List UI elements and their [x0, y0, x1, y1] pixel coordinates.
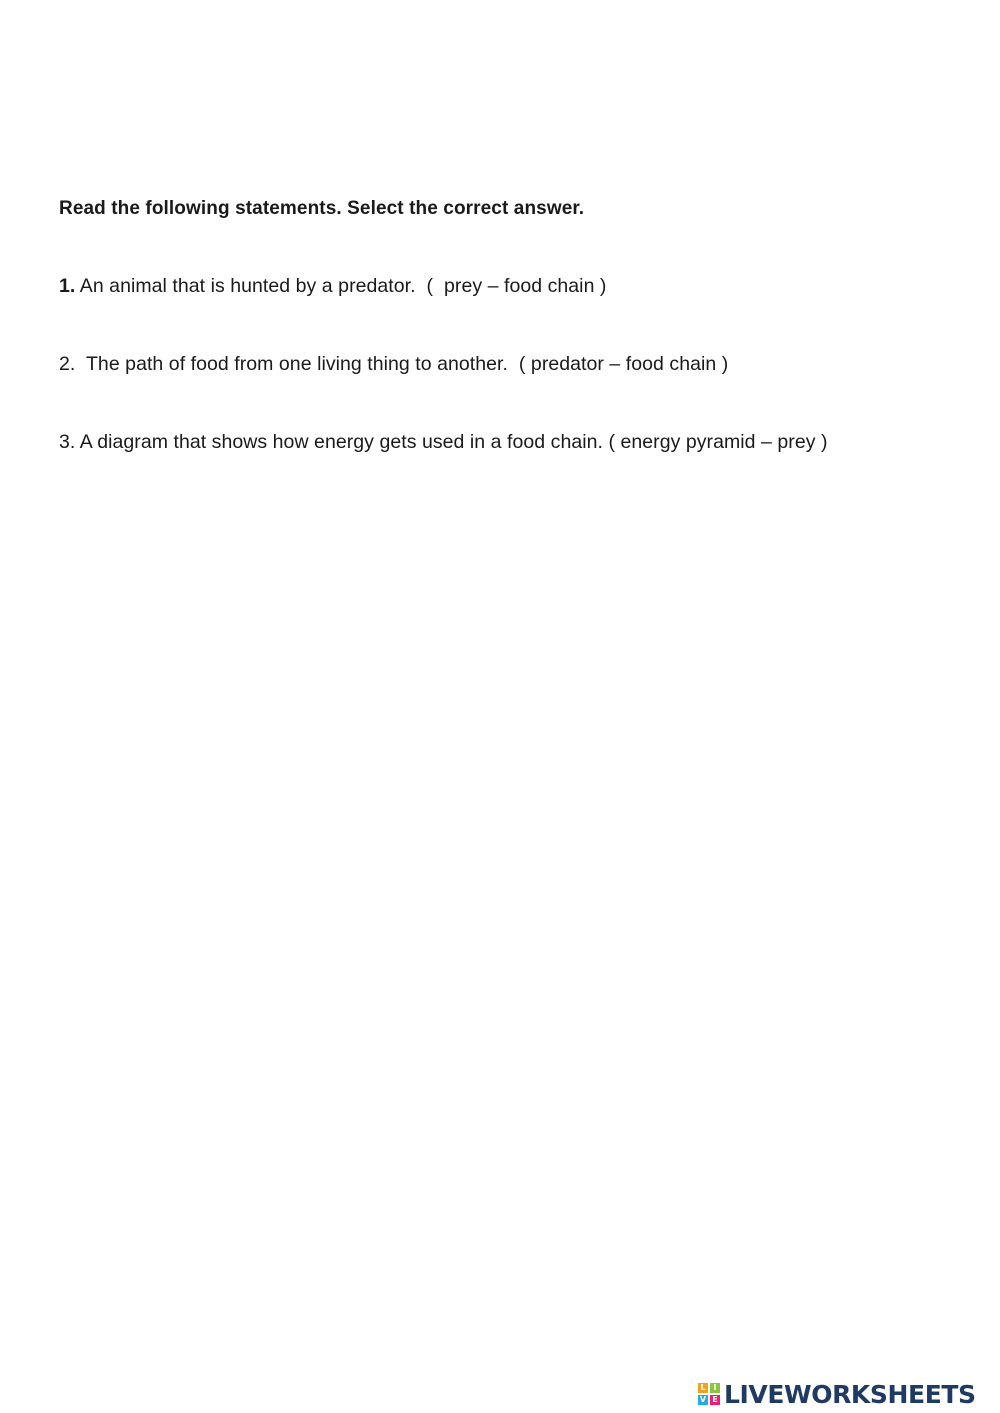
question-text: A diagram that shows how energy gets used in a food chain. ( energy pyramid – prey ) — [75, 431, 828, 453]
logo-letter: I — [710, 1383, 720, 1393]
liveworksheets-logo — [698, 1377, 976, 1411]
question-number: 2. — [59, 353, 76, 375]
question-2 — [59, 353, 728, 376]
question-number: 1. — [59, 275, 76, 297]
question-1 — [59, 275, 606, 298]
logo-letter: V — [699, 1395, 707, 1404]
question-text: The path of food from one living thing to another. ( predator – food chain ) — [75, 353, 729, 375]
question-text: An animal that is hunted by a predator. ( prey – food chain ) — [75, 275, 607, 297]
logo-letter: L — [698, 1383, 708, 1393]
question-number: 3. — [59, 431, 76, 453]
logo-letter: E — [710, 1395, 720, 1405]
logo-icon — [698, 1383, 720, 1405]
logo-text: LIVEWORKSHEETS — [724, 1379, 976, 1409]
instructions-heading: Read the following statements. Select the correct answer. — [59, 198, 585, 219]
question-3 — [59, 431, 828, 454]
